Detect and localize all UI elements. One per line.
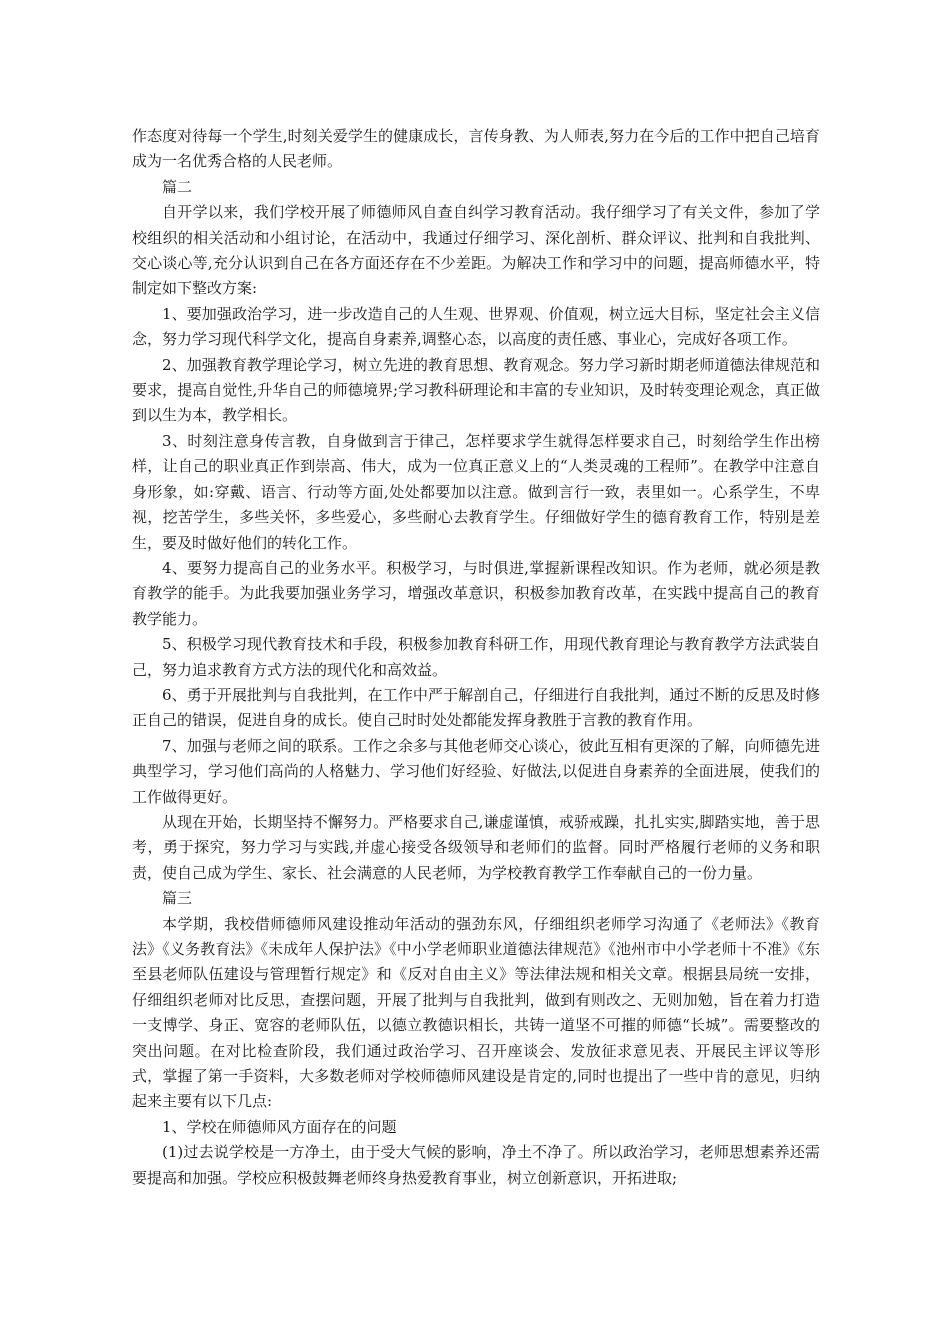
list-item: 4、要努力提高自己的业务水平。积极学习，与时俱进,掌握新课程改知识。作为老师，就必须是教育教学的能手。为此我要加强业务学习，增强改革意识，积极参加教育改革，在实践中提高自己的教育教学能力。 bbox=[132, 558, 820, 628]
paragraph: 本学期，我校借师德师风建设推动年活动的强劲东风，仔细组织老师学习沟通了《老师法》《教育法》《义务教育法》《未成年人保护法》《中小学老师职业道德法律规范》《池州市中小学老师十不准》《东至县老师队伍建设与管理暂行规定》和《反对自由主义》等法律法规和相关文章。根据县局统一安排，仔细组织老师对比反思，查摆问题，开展了批判与自我批判，做到有则改之、无则加勉，旨在着力打造一支博学、身正、宽容的老师队伍，以德立教德识相长，共铸一道坚不可摧的师德“长城”。需要整改的突出问题。在对比检查阶段，我们通过政治学习、召开座谈会、发放征求意见表、开展民主评议等形式，掌握了第一手资料，大多数老师对学校师德师风建设是肯定的,同时也提出了一些中肯的意见，归纳起来主要有以下几点: bbox=[132, 914, 820, 1111]
list-item: 2、加强教育教学理论学习，树立先进的教育思想、教育观念。努力学习新时期老师道德法律规范和要求，提高自觉性,升华自己的师德境界;学习教科研理论和丰富的专业知识，及时转变理论观念，真正做到以生为本，教学相长。 bbox=[132, 355, 820, 425]
list-item: 5、积极学习现代教育技术和手段，积极参加教育科研工作，用现代教育理论与教育教学方法武装自己，努力追求教育方式方法的现代化和高效益。 bbox=[132, 635, 820, 679]
document-page bbox=[132, 124, 820, 1191]
section-heading-3: 篇三 bbox=[162, 889, 193, 908]
paragraph: (1)过去说学校是一方净土，由于受大气候的影响，净土不净了。所以政治学习，老师思想素养还需要提高和加强。学校应积极鼓舞老师终身热爱教育事业，树立创新意识，开拓进取; bbox=[132, 1143, 820, 1187]
list-item: 1、要加强政治学习，进一步改造自己的人生观、世界观、价值观，树立远大目标，坚定社会主义信念，努力学习现代科学文化，提高自身素养,调整心态，以高度的责任感、事业心，完成好各项工作。 bbox=[132, 304, 820, 349]
paragraph: 从现在开始，长期坚持不懈努力。严格要求自己,谦虚谨慎，戒骄戒躁，扎扎实实,脚踏实地，善于思考，勇于探究，努力学习与实践,并虚心接受各级领导和老师们的监督。同时严格履行老师的义务和职责，使自己成为学生、家长、社会满意的人民老师，为学校教育教学工作奉献自己的一份力量。 bbox=[132, 812, 820, 882]
paragraph: 自开学以来，我们学校开展了师德师风自查自纠学习教育活动。我仔细学习了有关文件，参加了学校组织的相关活动和小组讨论，在活动中，我通过仔细学习、深化剖析、群众评议、批判和自我批判、交心谈心等,充分认识到自己在各方面还存在不少差距。为解决工作和学习中的问题，提高师德水平，特制定如下整改方案: bbox=[132, 203, 820, 298]
section-heading-2: 篇二 bbox=[162, 177, 193, 196]
list-item: 3、时刻注意身传言教，自身做到言于律己，怎样要求学生就得怎样要求自己，时刻给学生作出榜样，让自己的职业真正作到崇高、伟大，成为一位真正意义上的“人类灵魂的工程师”。在教学中注意自身形象，如:穿戴、语言、行动等方面,处处都要加以注意。做到言行一致，表里如一。心系学生，不卑视，挖苦学生，多些关怀，多些爱心，多些耐心去教育学生。仔细做好学生的德育教育工作，特别是差生，要及时做好他们的转化工作。 bbox=[132, 431, 820, 552]
list-item: 6、勇于开展批判与自我批判，在工作中严于解剖自己，仔细进行自我批判，通过不断的反思及时修正自己的错误，促进自身的成长。使自己时时处处都能发挥身教胜于言教的教育作用。 bbox=[132, 685, 820, 730]
subheading: 1、学校在师德师风方面存在的问题 bbox=[162, 1117, 397, 1136]
list-item: 7、加强与老师之间的联系。工作之余多与其他老师交心谈心，彼此互相有更深的了解，向师德先进典型学习，学习他们高尚的人格魅力、学习他们好经验、好做法,以促进自身素养的全面进展，使我们的工作做得更好。 bbox=[132, 736, 820, 806]
paragraph-continuation: 作态度对待每一个学生,时刻关爱学生的健康成长，言传身教、为人师表,努力在今后的工作中把自己培育成为一名优秀合格的人民老师。 bbox=[132, 127, 820, 171]
